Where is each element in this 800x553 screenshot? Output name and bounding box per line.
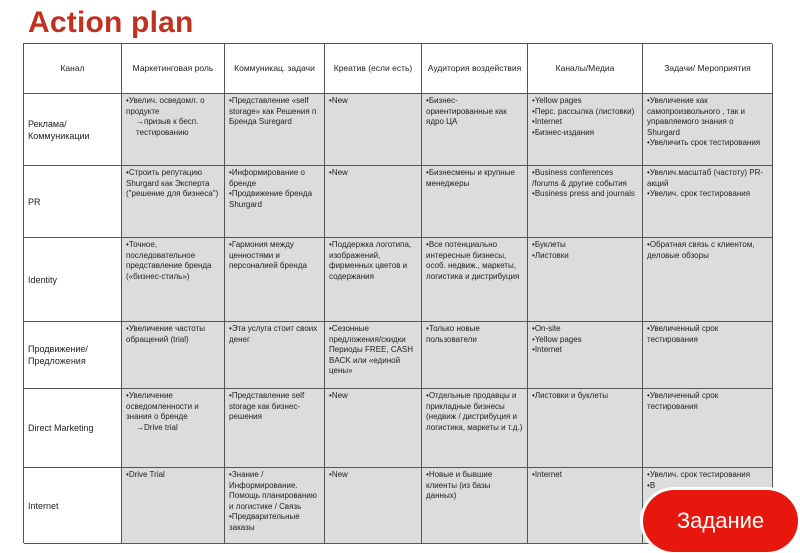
- arrow-item: → Drive trial: [126, 423, 220, 434]
- cell-marketing-role: [122, 322, 225, 389]
- cell-communication-tasks: [225, 166, 325, 238]
- bullet-item: • Yellow pages: [532, 335, 638, 346]
- cell-creative: [325, 322, 422, 389]
- bullet-item: • Увеличенный срок тестирования: [647, 324, 768, 345]
- bullet-item: • Увеличение как самопроизвольного , так и управляемого знания о Shurgard: [647, 96, 768, 138]
- cell-communication-tasks: [225, 322, 325, 389]
- bullet-item: • Эта услуга стоит своих денег: [229, 324, 320, 345]
- cell-communication-tasks: [225, 468, 325, 544]
- bullet-item: • Увелич. осведомл. о продукте: [126, 96, 220, 117]
- cell-marketing-role: [122, 468, 225, 544]
- bullet-item: • Internet: [532, 345, 638, 356]
- cell-media-channels: [528, 468, 643, 544]
- cell-media-channels: [528, 166, 643, 238]
- arrow-item: → призыв к бесп. тестированию: [126, 117, 220, 138]
- page-title: Action plan: [28, 6, 194, 39]
- header-channel: Канал: [24, 44, 122, 94]
- bullet-item: • Строить репутацию Shurgard как Эксперта ("решение для бизнеса"): [126, 168, 220, 200]
- header-media-channels: Каналы/Медиа: [528, 44, 643, 94]
- cell-marketing-role: [122, 94, 225, 166]
- cell-creative: [325, 238, 422, 322]
- bullet-item: • Предварительные заказы: [229, 512, 320, 533]
- cell-tasks-events: [643, 238, 773, 322]
- row-label: PR: [24, 166, 122, 238]
- cell-marketing-role: [122, 389, 225, 468]
- bullet-item: • Только новые пользователи: [426, 324, 523, 345]
- cell-marketing-role: [122, 238, 225, 322]
- bullet-item: • Продвижение бренда Shurgard: [229, 189, 320, 210]
- bullet-item: • В: [647, 481, 768, 492]
- bullet-item: • Знание / Информирование. Помощь планированию и логистике / Связь: [229, 470, 320, 512]
- bullet-item: • New: [329, 168, 417, 179]
- cell-audience: [422, 468, 528, 544]
- header-audience: Аудитория воздействия: [422, 44, 528, 94]
- cell-creative: [325, 468, 422, 544]
- bullet-item: • Увелич. срок тестирования: [647, 470, 768, 481]
- bullet-item: • Drive Trial: [126, 470, 220, 481]
- row-label: Direct Marketing: [24, 389, 122, 468]
- header-marketing-role: Маркетинговая роль: [122, 44, 225, 94]
- cell-communication-tasks: [225, 238, 325, 322]
- cell-media-channels: [528, 322, 643, 389]
- cell-audience: [422, 238, 528, 322]
- bullet-item: • Представление «self storage» как Решения п Бренда Suregard: [229, 96, 320, 128]
- bullet-item: • New: [329, 96, 417, 107]
- row-label: Internet: [24, 468, 122, 544]
- bullet-item: • Увелич. срок тестирования: [647, 189, 768, 200]
- row-label: Продвижение/Предложения: [24, 322, 122, 389]
- cell-tasks-events: [643, 389, 773, 468]
- bullet-item: • New: [329, 470, 417, 481]
- bullet-item: • Буклеты: [532, 240, 638, 251]
- cell-communication-tasks: [225, 389, 325, 468]
- bullet-item: • On-site: [532, 324, 638, 335]
- bullet-item: • Увеличение осведомленности и знания о бренде: [126, 391, 220, 423]
- bullet-item: • Гармония между ценностями и персоналией бренда: [229, 240, 320, 272]
- bullet-item: • Увеличение частоты обращений (trial): [126, 324, 220, 345]
- cell-tasks-events: [643, 322, 773, 389]
- cell-creative: [325, 94, 422, 166]
- bullet-item: • Internet: [532, 470, 638, 481]
- bullet-item: • Все потенциально интересные бизнесы, особ. недвиж., маркеты, логистика и дистрибуция: [426, 240, 523, 282]
- cell-audience: [422, 94, 528, 166]
- bullet-item: • Поддержка логотипа, изображений, фирменных цветов и содержания: [329, 240, 417, 282]
- bullet-item: • Бизнесмены и крупные менеджеры: [426, 168, 523, 189]
- bullet-item: • Internet: [532, 117, 638, 128]
- bullet-item: • New: [329, 391, 417, 402]
- cell-creative: [325, 166, 422, 238]
- bullet-item: • Yellow pages: [532, 96, 638, 107]
- bullet-item: • Увеличить срок тестирования: [647, 138, 768, 149]
- bullet-item: • Перс. рассылка (листовки): [532, 107, 638, 118]
- cell-audience: [422, 166, 528, 238]
- bullet-item: • Сезонные предложения/скидки Периоды FREE, CASH BACK или «единой цены»: [329, 324, 417, 377]
- cell-media-channels: [528, 389, 643, 468]
- bullet-item: • Представление self storage как бизнес-решения: [229, 391, 320, 423]
- cell-marketing-role: [122, 166, 225, 238]
- header-tasks-events: Задачи/ Мероприятия: [643, 44, 773, 94]
- bullet-item: • Бизнес-ориентированные как ядро ЦА: [426, 96, 523, 128]
- bullet-item: • Увелич.масштаб (частоту) PR-акций: [647, 168, 768, 189]
- cell-media-channels: [528, 238, 643, 322]
- cell-audience: [422, 322, 528, 389]
- action-plan-table: [23, 43, 772, 543]
- bullet-item: • Business press and journals: [532, 189, 638, 200]
- cell-media-channels: [528, 94, 643, 166]
- bullet-item: • Точное, последовательное представление бренда («бизнес-стиль»): [126, 240, 220, 282]
- cell-tasks-events: [643, 94, 773, 166]
- task-button[interactable]: Задание: [643, 490, 798, 552]
- cell-creative: [325, 389, 422, 468]
- bullet-item: • Новые и бывшие клиенты (из базы данных): [426, 470, 523, 502]
- row-label: Реклама/Коммуникации: [24, 94, 122, 166]
- cell-audience: [422, 389, 528, 468]
- bullet-item: • Обратная связь с клиентом, деловые обзоры: [647, 240, 768, 261]
- header-creative: Креатив (если есть): [325, 44, 422, 94]
- bullet-item: • Бизнес-издания: [532, 128, 638, 139]
- bullet-item: • Листовки: [532, 251, 638, 262]
- bullet-item: • Отдельные продавцы и прикладные бизнесы (недвиж / дистрибуция и логистика, маркеты и т.д.): [426, 391, 523, 433]
- header-communication-tasks: Коммуникац. задачи: [225, 44, 325, 94]
- cell-tasks-events: [643, 166, 773, 238]
- bullet-item: • Листовки и буклеты: [532, 391, 638, 402]
- cell-communication-tasks: [225, 94, 325, 166]
- bullet-item: • Информирование о бренде: [229, 168, 320, 189]
- row-label: Identity: [24, 238, 122, 322]
- bullet-item: • Business conferences /forums & другие события: [532, 168, 638, 189]
- bullet-item: • Увеличенный срок тестирования: [647, 391, 768, 412]
